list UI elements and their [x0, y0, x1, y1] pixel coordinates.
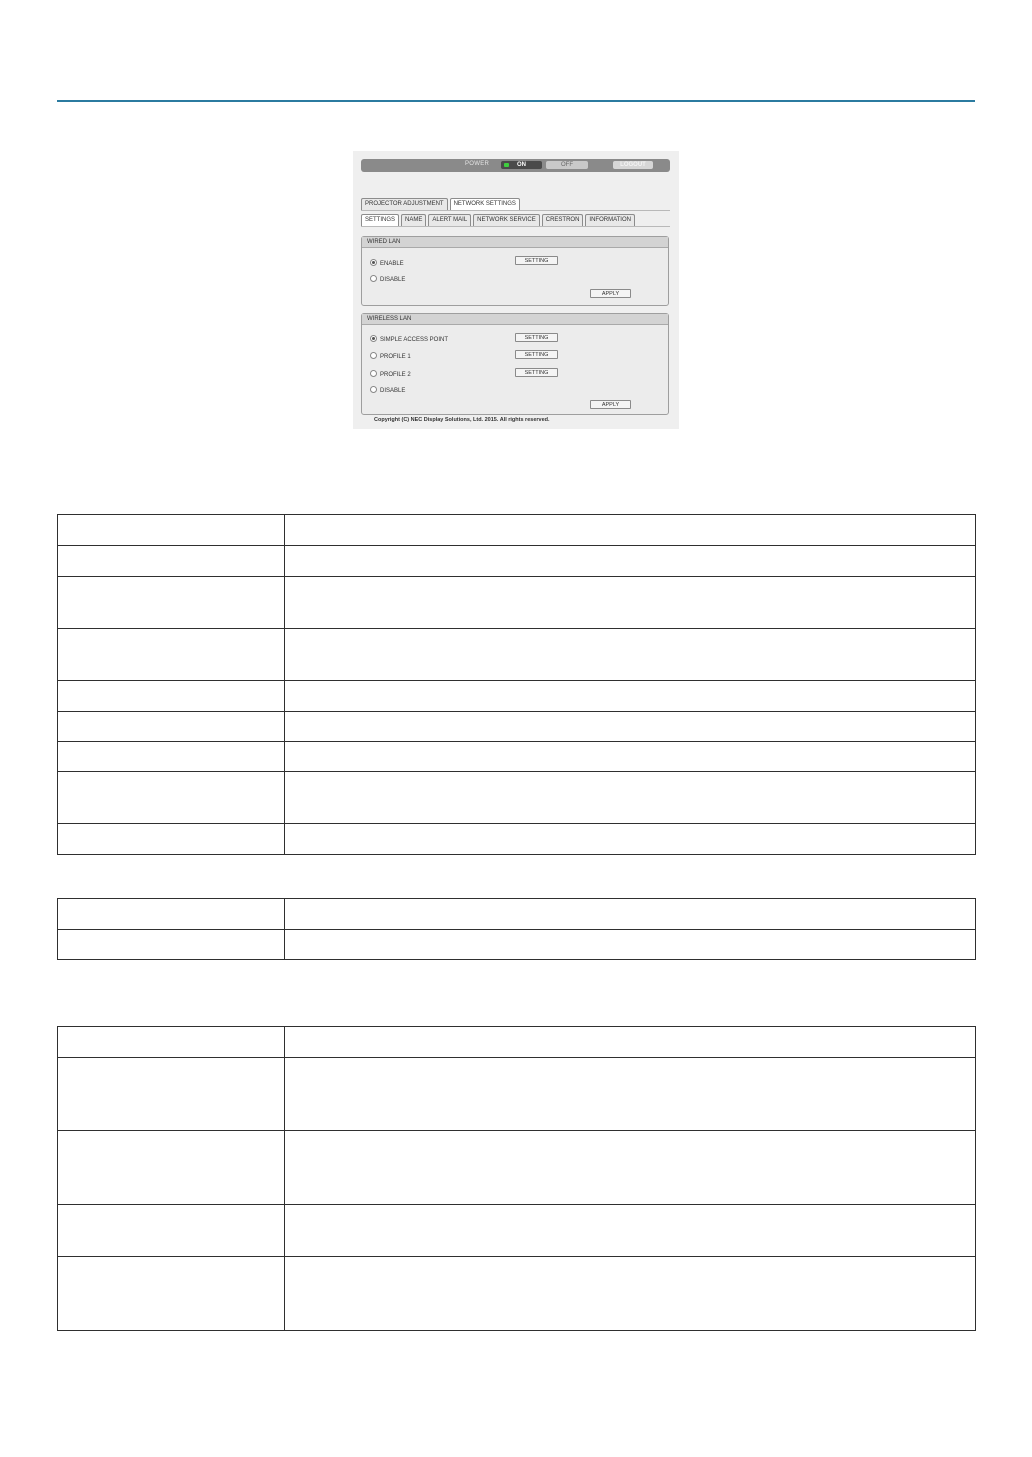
tab-crestron[interactable]: CRESTRON: [542, 214, 584, 226]
profile2-setting-button[interactable]: SETTING: [515, 368, 558, 377]
table-row: [58, 772, 976, 824]
radio-selected-icon[interactable]: [370, 259, 377, 266]
table-row: [58, 515, 976, 546]
table-row: [58, 1027, 976, 1058]
wired-apply-button[interactable]: APPLY: [590, 289, 631, 298]
main-tabs-divider: [361, 210, 670, 211]
table-row: [58, 1058, 976, 1131]
power-on-button[interactable]: ON: [501, 161, 542, 169]
network-settings-screenshot: [353, 151, 679, 429]
table-row: [58, 742, 976, 772]
tab-network-service[interactable]: NETWORK SERVICE: [473, 214, 540, 226]
radio-selected-icon[interactable]: [370, 335, 377, 342]
sub-tabs: [361, 214, 635, 226]
main-tabs: [361, 198, 520, 210]
table-row: [58, 681, 976, 712]
power-off-button[interactable]: OFF: [546, 161, 588, 169]
radio-icon[interactable]: [370, 352, 377, 359]
simple-ap-setting-button[interactable]: SETTING: [515, 333, 558, 342]
wired-lan-panel: [361, 236, 669, 306]
table-row: [58, 824, 976, 855]
wired-setting-table: [57, 898, 976, 960]
power-led-icon: [504, 163, 509, 167]
wired-lan-table: [57, 514, 976, 855]
header-rule: [57, 100, 975, 102]
tab-network-settings[interactable]: NETWORK SETTINGS: [450, 198, 520, 210]
table-row: [58, 546, 976, 577]
wireless-simple-ap-option[interactable]: SIMPLE ACCESS POINT: [370, 335, 448, 343]
wireless-lan-title: WIRELESS LAN: [362, 314, 668, 325]
table-row: [58, 712, 976, 742]
wireless-apply-button[interactable]: APPLY: [590, 400, 631, 409]
wireless-profile1-option[interactable]: PROFILE 1: [370, 352, 411, 360]
table-row: [58, 629, 976, 681]
wired-setting-button[interactable]: SETTING: [515, 256, 558, 265]
table-row: [58, 577, 976, 629]
wired-lan-title: WIRED LAN: [362, 237, 668, 248]
tab-settings[interactable]: SETTINGS: [361, 214, 399, 226]
wireless-disable-option[interactable]: DISABLE: [370, 386, 405, 394]
table-row: [58, 1131, 976, 1205]
table-row: [58, 1205, 976, 1257]
tab-name[interactable]: NAME: [401, 214, 426, 226]
wireless-lan-panel: [361, 313, 669, 415]
radio-icon[interactable]: [370, 386, 377, 393]
radio-icon[interactable]: [370, 370, 377, 377]
radio-icon[interactable]: [370, 275, 377, 282]
sub-tabs-divider: [361, 226, 670, 227]
table-row: [58, 899, 976, 930]
wired-disable-option[interactable]: DISABLE: [370, 275, 405, 283]
wireless-lan-table: [57, 1026, 976, 1331]
tab-information[interactable]: INFORMATION: [585, 214, 635, 226]
logout-button[interactable]: LOGOUT: [613, 161, 653, 169]
table-row: [58, 930, 976, 960]
power-label: POWER: [465, 161, 490, 167]
copyright-text: Copyright (C) NEC Display Solutions, Ltd. 2015. All rights reserved.: [374, 417, 550, 423]
wired-enable-option[interactable]: ENABLE: [370, 259, 404, 267]
wireless-profile2-option[interactable]: PROFILE 2: [370, 370, 411, 378]
tab-projector-adjustment[interactable]: PROJECTOR ADJUSTMENT: [361, 198, 448, 210]
table-row: [58, 1257, 976, 1331]
power-bar: [361, 159, 670, 172]
tab-alert-mail[interactable]: ALERT MAIL: [428, 214, 471, 226]
profile1-setting-button[interactable]: SETTING: [515, 350, 558, 359]
